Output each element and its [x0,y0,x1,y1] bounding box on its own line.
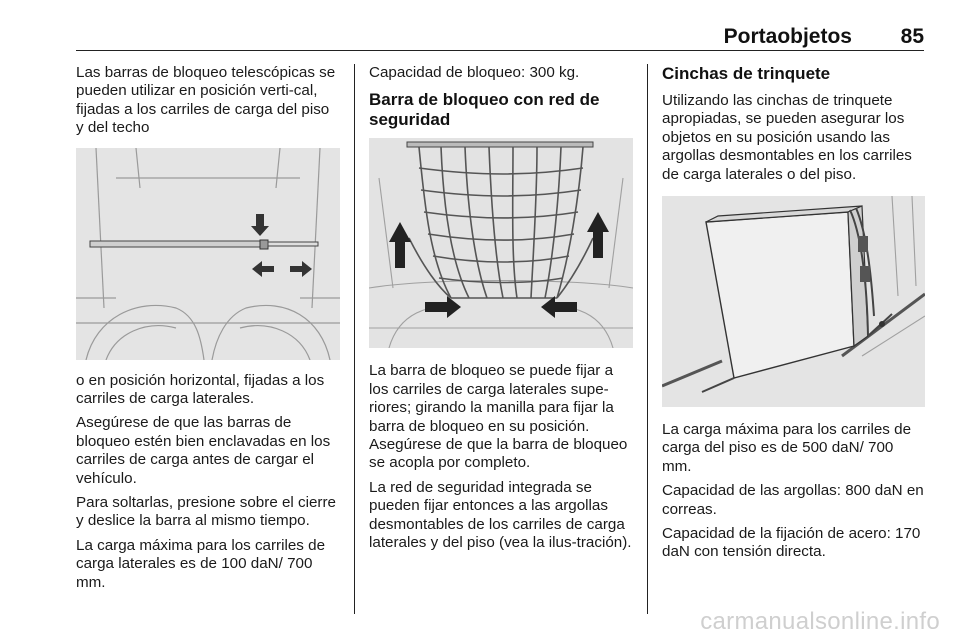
paragraph: Las barras de bloqueo telescópicas se pueden utilizar en posición verti-cal, fijadas a los carriles de carga del piso y del techo [76,64,336,137]
section-heading: Barra de bloqueo con red de seguridad [369,90,600,130]
telescopic-bar-drawing [76,148,340,360]
page-header [76,22,924,51]
column-divider [354,64,355,614]
paragraph: La red de seguridad integrada se pueden fijar entonces a las argollas desmontables de los carriles de carga laterales y del piso (vea la ilus-tración). [369,478,632,552]
paragraph: La carga máxima para los carriles de carga laterales es de 100 daN/ 700 mm. [76,536,326,591]
ratchet-straps-drawing [662,196,925,407]
paragraph: La barra de bloqueo se puede fijar a los carriles de carga laterales supe-riores; girando la manilla para fijar la barra de bloqueo en su posición. Asegúrese de que la barra de bloqueo se acopla por completo. [369,362,628,472]
column-3 [662,64,927,568]
safety-net-drawing [369,138,633,348]
section-heading: Cinchas de trinquete [662,64,831,83]
illustration-ratchet-straps [662,196,925,407]
column-divider [647,64,648,614]
paragraph: Capacidad de la fijación de acero: 170 daN con tensión directa. [662,525,921,561]
paragraph: La carga máxima para los carriles de carga del piso es de 500 daN/ 700 mm. [662,421,912,475]
paragraph: Utilizando las cinchas de trinquete apropiadas, se pueden asegurar los objetos en su posición usando las argollas desmontables en los carriles de carga laterales o del piso. [662,92,912,183]
watermark: carmanualsonline.info [700,608,940,635]
column-1 [76,64,340,598]
illustration-safety-net [369,138,633,348]
paragraph: Capacidad de bloqueo: 300 kg. [369,64,580,81]
section-title: Portaobjetos [723,25,852,48]
illustration-telescopic-bar [76,148,340,360]
page-number: 85 [900,25,924,48]
paragraph: Capacidad de las argollas: 800 daN en correas. [662,482,924,518]
paragraph: Asegúrese de que las barras de bloqueo estén bien enclavadas en los carriles de carga antes de cargar el vehículo. [76,414,331,487]
paragraph: Para soltarlas, presione sobre el cierre y deslice la barra al mismo tiempo. [76,494,336,530]
column-2 [369,64,633,558]
paragraph: o en posición horizontal, fijadas a los carriles de carga laterales. [76,371,325,408]
